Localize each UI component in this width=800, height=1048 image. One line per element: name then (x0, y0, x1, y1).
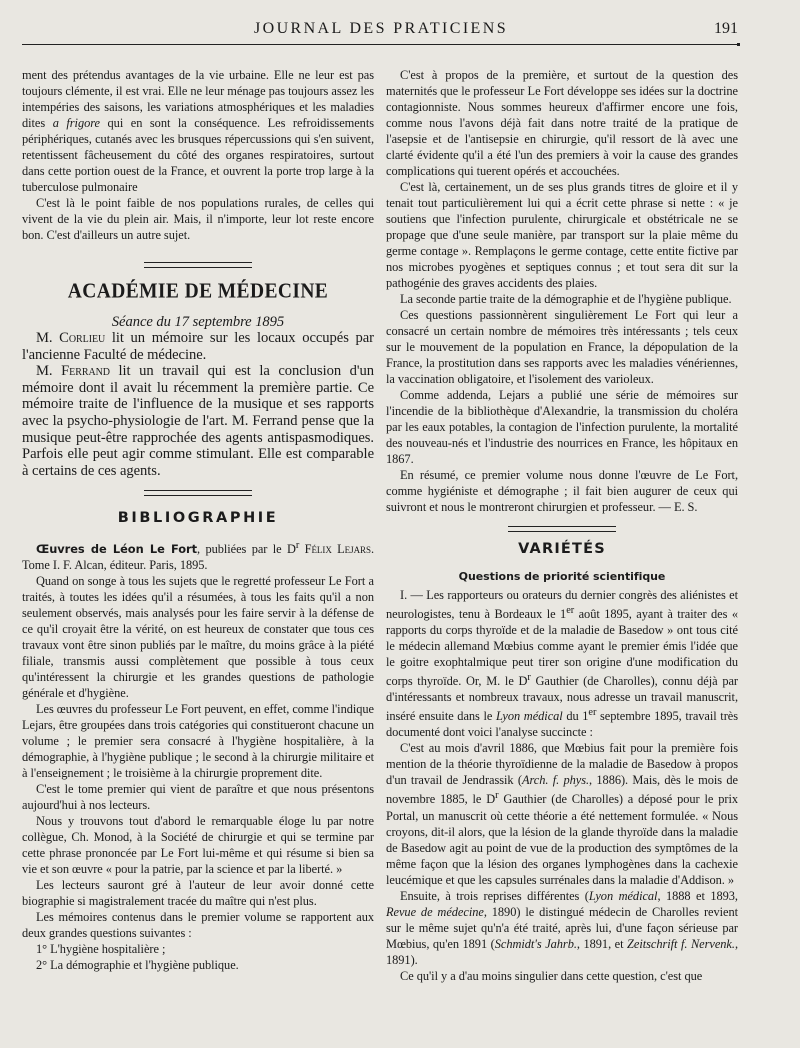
header-rule (22, 44, 740, 45)
paragraph: Quand on songe à tous les sujets que le regretté professeur Le Fort a traités, à toutes les idées qu'il a résumées, à tous les faits qu'il a non seulement observés, mais analysés pour les faire servir à la défense de ce qu'il croyait être la vérité, on est heureux de constater que tous ces travaux vont être sinon publiés par le maître, du moins grâce à la piété filiale, transmis aussi complètement que possible à tous ceux qu'intéressent la chirurgie et les grandes questions de pathologie générale et d'hygiène. (22, 574, 374, 701)
left-column (22, 67, 374, 973)
section-title-varietes: VARIÉTÉS (518, 541, 606, 557)
page-number: 191 (714, 20, 738, 37)
subsection-title: Questions de priorité scientifique (458, 570, 666, 583)
journal-title: JOURNAL DES PRATICIENS (253, 20, 508, 37)
paragraph: Comme addenda, Lejars a publié une série de mémoires sur l'incendie de la bibliothèque d'Alexandrie, la transmission du choléra par les eaux potables, la contagion de l'infection purulente, la mortalité des nouveau-nés et l'industrie des nourrices en France, les hôpitaux en 1867. (386, 388, 738, 466)
paragraph: Ces questions passionnèrent singulièrement Le Fort qui leur a consacré un certain nombre de mémoires très intéressants ; tels ceux sur le mouvement de la population en France, la dépopulation de la France, la prostitution dans ses rapports avec les maladies vénériennes, la vaccination obligatoire, et l'isolement des varioleux. (386, 308, 738, 386)
page-header (22, 18, 740, 48)
paragraph: I. — Les rapporteurs ou orateurs du dernier congrès des aliénistes et neurologistes, tenu à Bordeaux le 1er août 1895, ayant à traiter des « rapports du corps thyroïde et de la maladie de Basedow » ont tous cité le médecin allemand Mœbius comme ayant le premier émis l'idée que le goitre exophtalmique peut tirer son origine d'une modification du corps thyroïde. Or, M. le $D^r$ Gauthier (de Charolles), connu déjà par d'intéressants et nombreux travaux, nous adresse un travail manuscrit, inséré ensuite dans le Lyon médical du 1er septembre 1895, travail très documenté dont voici l'analyse succincte : (386, 588, 738, 740)
paragraph: La seconde partie traite de la démographie et de l'hygiène publique. (400, 292, 732, 306)
paragraph: En résumé, ce premier volume nous donne l'œuvre de Le Fort, comme hygiéniste et démographe ; il fait bien augurer de ceux qui suivront et nous le montreront chirurgien et professeur. — E. S. (386, 468, 738, 514)
section-title-bibliographie: BIBLIOGRAPHIE (117, 510, 279, 527)
paragraph: C'est à propos de la première, et surtout de la question des maternités que le professeur Le Fort développe ses idées sur la doctrine contagionniste. Nous sommes heureux d'affirmer encore une fois, comme nous l'avons déjà fait dans notre traité de la pratique de l'asepsie et de l'antisepsie en chirurgie, qu'il ressort de là avec une clarté évidente qu'il a été l'un des premiers à voir la cause des grandes complications qui tuerent opérés et accouchées. (386, 68, 738, 178)
paragraph: M. Corlieu lit un mémoire sur les locaux occupés par l'ancienne Faculté de médecine. (22, 330, 374, 363)
paragraph: ment des prétendus avantages de la vie urbaine. Elle ne leur est pas toujours clémente, il est vrai. Elle ne leur ménage pas toujours assez les intempéries des saisons, les variations atmosphériques et les maladies dites a frigore qui en sont la conséquence. Les refroidissements périphériques, cutanés avec les brusques répercussions qui s'en suivent, retentissent fâcheusement du côté des organes respiratoires, surtout dans cette portion ouest de la France, et ouvrent la porte trop large à la tuberculose pulmonaire (22, 68, 374, 194)
header-dot (737, 43, 740, 46)
paragraph: C'est là, certainement, un de ses plus grands titres de gloire et il y tenait tout particulièrement lui qui a écrit cette phrase si nette : « je soutiens que l'infection purulente, chirurgicale et obstétricale ne se propage que d'une seule manière, par transport sur la plaie même du germe contage ». Remplaçons le germe contage, cette entite fictive par nos microbes pyogènes et septiques connus ; et tout sera dit sur la pathogénie des graves accidents des plaies. (386, 180, 738, 290)
paragraph: Nous y trouvons tout d'abord le remarquable éloge lu par notre collègue, Ch. Monod, à la Société de chirurgie et qui se termine par cette phrase prononcée par Le Fort lui-même et qui résume si bien sa vie et son œuvre « pour la patrie, par la science et par la liberté. » (22, 814, 374, 877)
seance-date: Séance du 17 septembre 1895 (111, 314, 285, 330)
paragraph: C'est le tome premier qui vient de paraître et que nous présentons aujourd'hui à nos lecteurs. (22, 782, 374, 813)
paragraph: C'est là le point faible de nos populations rurales, de celles qui vivent de la vie du plein air. Mais, il n'importe, leur lot reste encore bon. C'est d'ailleurs un autre sujet. (22, 196, 374, 242)
book-reference: Œuvres de Léon Le Fort, publiées par le $D^r$ Félix Lejars. Tome I. F. Alcan, éditeur. Paris, 1895. (22, 540, 374, 573)
paragraph: Les lecteurs sauront gré à l'auteur de leur avoir donné cette biographie si magistralement tracée du maître qui n'est plus. (22, 878, 374, 909)
list-item: 1° L'hygiène hospitalière ; (36, 942, 166, 957)
right-column (386, 67, 738, 984)
paragraph: Ensuite, à trois reprises différentes (Lyon médical, 1888 et 1893, Revue de médecine, 1890) le distingué médecin de Charolles revient sur le même sujet qu'n'a été traité, après lui, d'une façon sérieuse par Mœbius, qu'en 1891 (Schmidt's Jahrb., 1891, et Zeitschrift f. Nervenk., 1891). (386, 888, 738, 967)
paragraph: M. Ferrand lit un travail qui est la conclusion d'un mémoire dont il avait lu récemment la première partie. Ce mémoire traite de l'influence de la musique et ses rapports avec la psycho-physiologie de l'art. M. Ferrand pense que la musique peut-être rapprochée des agents antispasmodiques. Parfois elle peut agir comme stimulant. Elle est comparable à certains de ces agents. (22, 363, 374, 479)
paragraph: C'est au mois d'avril 1886, que Mœbius fait pour la première fois mention de la théorie thyroïdienne de la maladie de Basedow à propos d'un travail de Jendrassik (Arch. f. phys., 1886). Mais, dès le mois de novembre 1885, le $D^r$ Gauthier (de Charolles) a déposé pour le prix Portal, un manuscrit où cette théorie a été nettement formulée. « Nous croyons, dit-il alors, que la lésion de la glande thyroïde dans la maladie de Basedow agit au point de vue de la production des symptômes de la même façon que la lésion des organes lymphogènes dans la cachexie leucémique et que les capsules surrénales dans la maladie d'Addison. » (386, 741, 738, 887)
paragraph: Les mémoires contenus dans le premier volume se rapportent aux deux grandes questions suivantes : (22, 910, 374, 941)
paragraph: Les œuvres du professeur Le Fort peuvent, en effet, comme l'indique Lejars, être groupées dans trois catégories qui constitueront chacune un volume ; le premier sera consacré à l'hygiène hospitalière, à la démographie, à l'hygiène publique ; le second à la chirurgie militaire et à l'enseignement ; le troisième à la chirurgie proprement dite. (22, 702, 374, 781)
list-item: 2° La démographie et l'hygiène publique. (36, 958, 239, 973)
paragraph: Ce qu'il y a d'au moins singulier dans cette question, c'est que (400, 968, 703, 983)
section-title-academie: ACADÉMIE DE MÉDECINE (67, 279, 329, 303)
